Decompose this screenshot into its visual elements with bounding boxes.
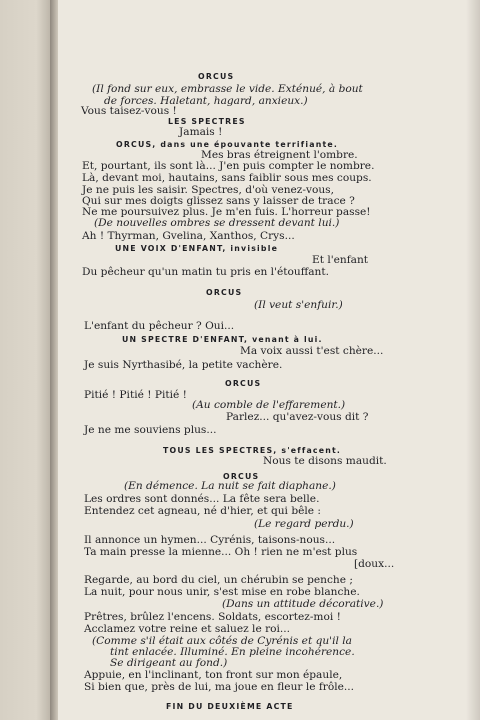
verse-line: Acclamez votre reine et saluez le roi...	[84, 623, 291, 636]
speaker-heading: ORCUS	[206, 287, 243, 297]
speaker-heading: ORCUS, dans une épouvante terrifiante.	[116, 139, 339, 149]
stage-direction: de forces. Haletant, hagard, anxieux.)	[104, 95, 308, 107]
stage-direction: (De nouvelles ombres se dressent devant lui.)	[94, 217, 340, 230]
verse-line: Regarde, au bord du ciel, un chérubin se penche ;	[84, 574, 353, 586]
verse-line: Ne me poursuivez plus. Je m'en fuis. L'horreur passe!	[82, 206, 371, 219]
verse-line: Du pêcheur qu'un matin tu pris en l'étouffant.	[82, 266, 330, 279]
verse-line: Et, pourtant, ils sont là... J'en puis compter le nombre.	[82, 159, 375, 172]
stage-direction: (Il fond sur eux, embrasse le vide. Exténué, à bout	[92, 83, 363, 95]
verse-line: Vous taisez-vous !	[81, 105, 177, 118]
verse-line: Pitié ! Pitié ! Pitié !	[84, 388, 187, 401]
speaker-heading: ORCUS	[225, 378, 262, 388]
verse-line: Si bien que, près de lui, ma joue en fleur le frôle...	[84, 680, 354, 693]
speaker-heading: UNE VOIX D'ENFANT, invisible	[115, 244, 279, 254]
stage-direction: (Il veut s'enfuir.)	[254, 298, 343, 311]
verse-line: Appuie, en l'inclinant, ton front sur mon épaule,	[84, 668, 343, 681]
verse-line: Et l'enfant	[312, 254, 369, 267]
verse-line: Je ne me souviens plus...	[84, 423, 217, 436]
stage-direction: (En démence. La nuit se fait diaphane.)	[124, 479, 336, 492]
book-page	[58, 0, 480, 720]
verse-line: Là, devant moi, hautains, sans faiblir sous mes coups.	[82, 171, 372, 184]
speaker-heading: UN SPECTRE D'ENFANT, venant à lui.	[122, 335, 323, 345]
left-page	[0, 0, 52, 720]
stage-direction: (Dans un attitude décorative.)	[222, 598, 384, 611]
verse-line: Ma voix aussi t'est chère...	[240, 345, 384, 358]
speaker-heading: LES SPECTRES	[168, 116, 246, 126]
speaker-heading: TOUS LES SPECTRES, s'effacent.	[163, 446, 342, 456]
stage-direction: Se dirigeant au fond.)	[110, 657, 228, 670]
speaker-heading: ORCUS	[223, 472, 260, 482]
verse-line: La nuit, pour nous unir, s'est mise en robe blanche.	[84, 586, 360, 598]
verse-line: Entendez cet agneau, né d'hier, et qui bêle :	[84, 505, 321, 518]
stage-direction: (Comme s'il était aux côtés de Cyrénis et qu'il la	[92, 635, 352, 648]
page-edge-shadow	[466, 0, 480, 720]
verse-line: Qui sur mes doigts glissez sans y laisser de trace ?	[82, 195, 355, 208]
stage-direction: (Au comble de l'effarement.)	[192, 398, 346, 411]
verse-line: L'enfant du pêcheur ? Oui...	[84, 320, 235, 333]
verse-line: Mes bras étreignent l'ombre.	[201, 148, 358, 161]
verse-line: Ah ! Thyrman, Gvelina, Xanthos, Crys...	[82, 230, 295, 243]
act-end-heading: FIN DU DEUXIÈME ACTE	[166, 702, 294, 711]
verse-line: Nous te disons maudit.	[263, 455, 387, 468]
verse-line: Parlez... qu'avez-vous dit ?	[226, 410, 369, 423]
verse-line: Jamais !	[179, 125, 223, 138]
verse-line: [doux...	[354, 558, 395, 571]
stage-direction: (Le regard perdu.)	[254, 517, 354, 530]
verse-line: Ta main presse la mienne... Oh ! rien ne m'est plus	[84, 546, 358, 559]
stage-direction: tint enlacée. Illuminé. En pleine incohérence.	[110, 646, 355, 659]
verse-line: Je suis Nyrthasibé, la petite vachère.	[84, 359, 283, 372]
speaker-heading: ORCUS	[198, 72, 235, 81]
verse-line: Je ne puis les saisir. Spectres, d'où venez-vous,	[82, 184, 334, 196]
verse-line: Prêtres, brûlez l'encens. Soldats, escortez-moi !	[84, 611, 341, 624]
verse-line: Les ordres sont donnés... La fête sera belle.	[84, 493, 320, 506]
verse-line: Il annonce un hymen... Cyrénis, taisons-nous...	[84, 534, 336, 547]
